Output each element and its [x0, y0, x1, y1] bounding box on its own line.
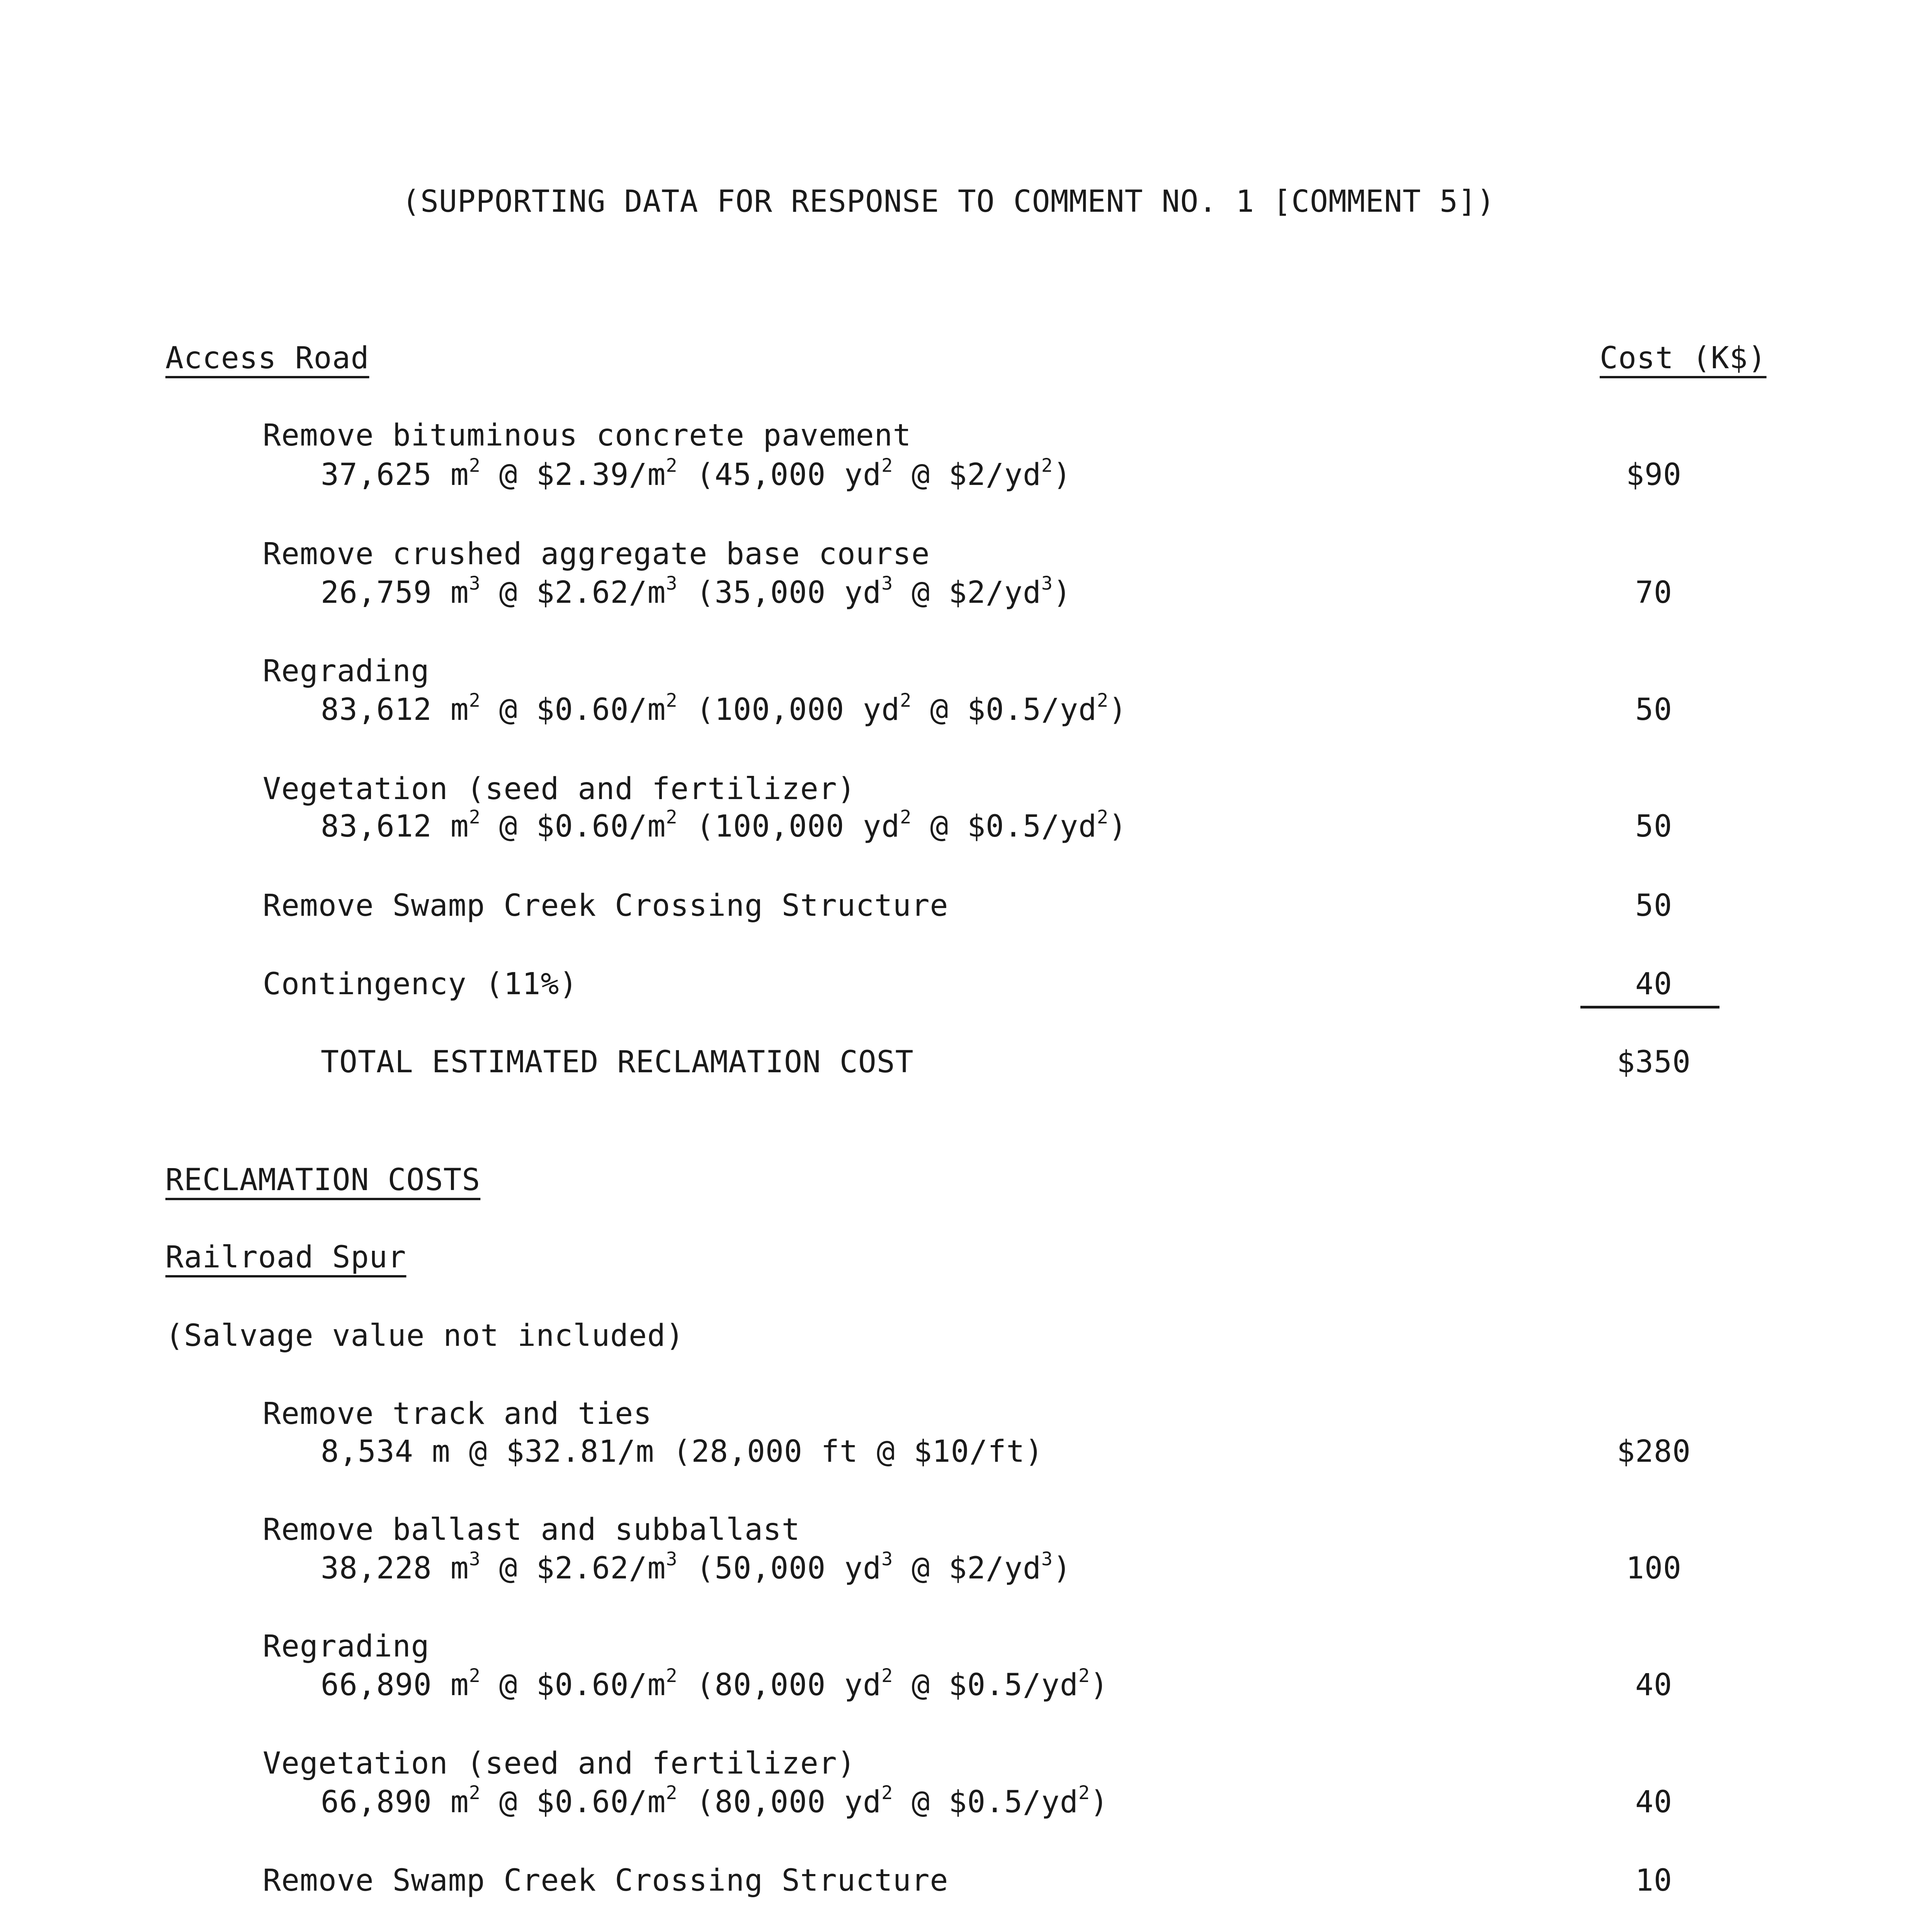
line-item-label: Remove track and ties — [263, 1396, 652, 1431]
line-item-cost: $280 — [1617, 1434, 1691, 1469]
line-item-cost: $90 — [1626, 457, 1682, 492]
total-cost: $350 — [1617, 1045, 1691, 1080]
line-item-cost: 100 — [1626, 1551, 1682, 1586]
railroad-spur-heading: Railroad Spur — [165, 1240, 406, 1275]
salvage-note: (Salvage value not included) — [165, 1318, 684, 1353]
line-item-detail: 66,890 $m^2$ @ $\$0.60/m^2$ (80,000 $yd^2$ @ $\$0.5/yd^2$) — [321, 1782, 1109, 1820]
line-item-cost: 70 — [1635, 575, 1672, 610]
line-item-detail: 37,625 $m^2$ @ $\$2.39/m^2$ (45,000 $yd^2$ @ $\$2/yd^2$) — [321, 454, 1072, 492]
line-item-label: Remove Swamp Creek Crossing Structure — [263, 888, 949, 923]
line-item-label: Remove bituminous concrete pavement — [263, 418, 912, 453]
line-item-label: Regrading — [263, 654, 430, 689]
line-item-detail: 26,759 $m^3$ @ $\$2.62/m^3$ (35,000 $yd^3$ @ $\$2/yd^3$) — [321, 572, 1072, 610]
line-item-detail: 83,612 $m^2$ @ $\$0.60/m^2$ (100,000 $yd^2$ @ $\$0.5/yd^2$) — [321, 806, 1127, 844]
line-item-label: Remove crushed aggregate base course — [263, 537, 930, 571]
line-item-cost: 40 — [1635, 1785, 1672, 1820]
line-item-label: Remove Swamp Creek Crossing Structure — [263, 1863, 949, 1898]
total-label: TOTAL ESTIMATED RECLAMATION COST — [321, 1045, 914, 1080]
line-item-label: Vegetation (seed and fertilizer) — [263, 1746, 856, 1781]
line-item-detail: 66,890 $m^2$ @ $\$0.60/m^2$ (80,000 $yd^2$ @ $\$0.5/yd^2$) — [321, 1665, 1109, 1702]
line-item-detail: 38,228 $m^3$ @ $\$2.62/m^3$ (50,000 $yd^3$ @ $\$2/yd^3$) — [321, 1548, 1072, 1586]
reclamation-costs-heading: RECLAMATION COSTS — [165, 1163, 481, 1197]
line-item-cost: 40 — [1635, 967, 1672, 1002]
line-item-label: Remove ballast and subballast — [263, 1512, 800, 1547]
cost-column-heading: Cost (K$) — [1600, 341, 1767, 376]
page-header: (SUPPORTING DATA FOR RESPONSE TO COMMENT NO. 1 [COMMENT 5]) — [402, 184, 1495, 219]
subtotal-rule — [1580, 1006, 1719, 1009]
line-item-cost: 50 — [1635, 692, 1672, 727]
line-item-detail: 83,612 $m^2$ @ $\$0.60/m^2$ (100,000 $yd^2$ @ $\$0.5/yd^2$) — [321, 689, 1127, 727]
line-item-label: Regrading — [263, 1629, 430, 1664]
line-item-cost: 50 — [1635, 888, 1672, 923]
line-item-cost: 50 — [1635, 809, 1672, 844]
line-item-label: Vegetation (seed and fertilizer) — [263, 772, 856, 806]
access-road-heading: Access Road — [165, 341, 369, 376]
line-item-cost: 10 — [1635, 1863, 1672, 1898]
line-item-cost: 40 — [1635, 1668, 1672, 1702]
line-item-detail: 8,534 m @ $32.81/m (28,000 ft @ $10/ft) — [321, 1434, 1044, 1469]
line-item-label: Contingency (11%) — [263, 967, 578, 1002]
